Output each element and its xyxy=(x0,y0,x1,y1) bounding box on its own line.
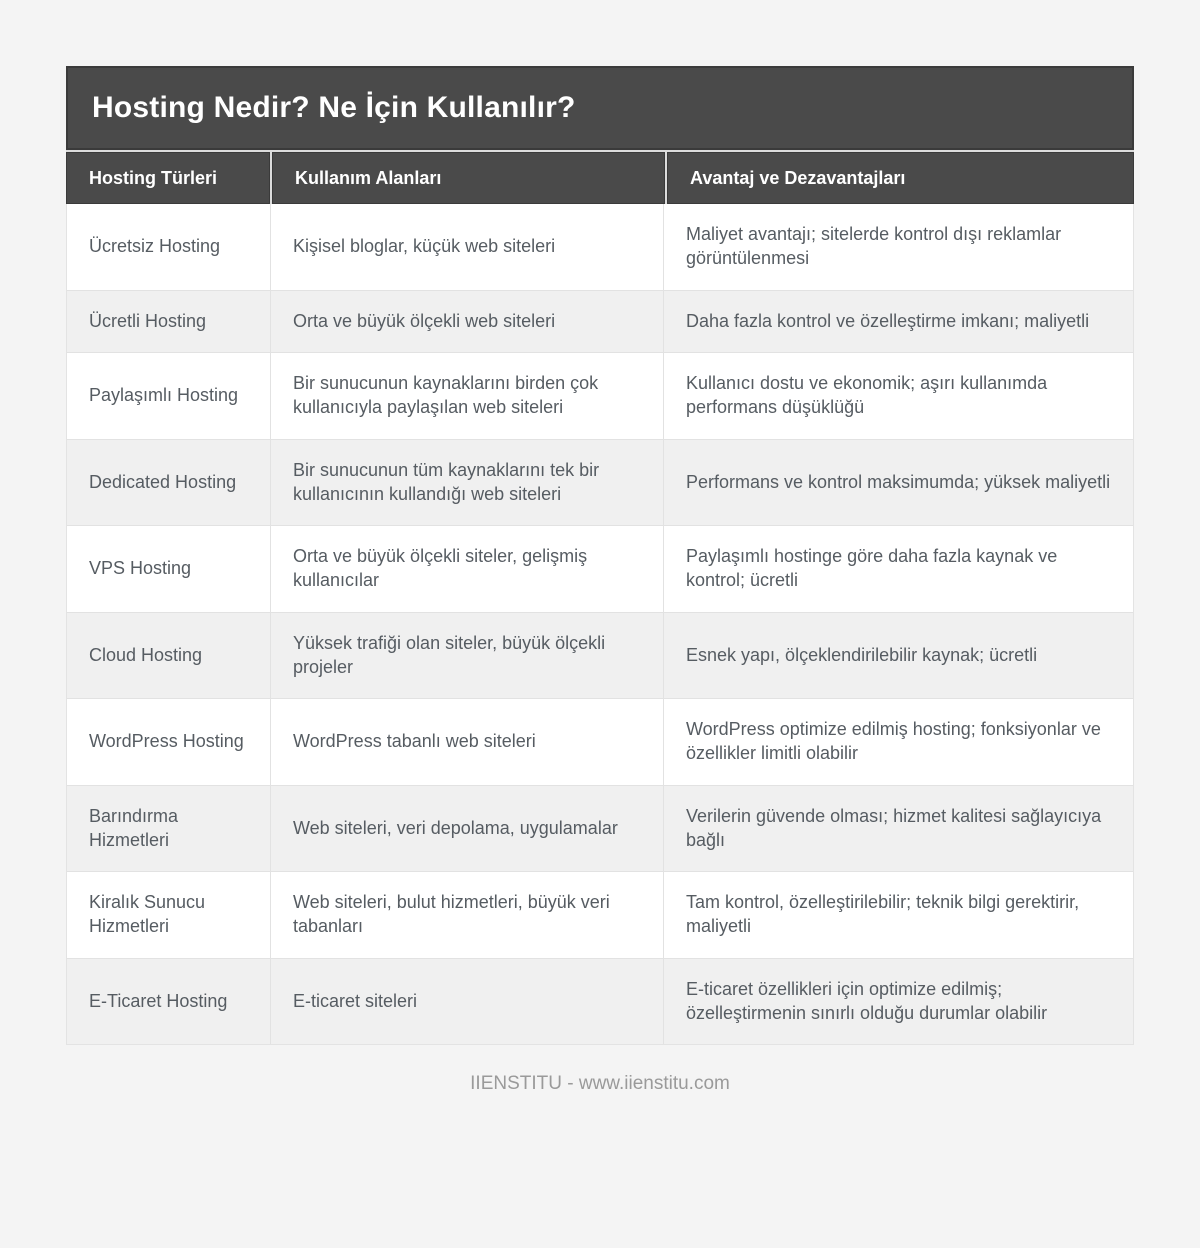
usage-area-cell: Orta ve büyük ölçekli web siteleri xyxy=(270,291,663,353)
table-row xyxy=(67,204,1133,290)
table-body xyxy=(66,204,1134,1045)
pros-cons-cell: Verilerin güvende olması; hizmet kalitesi sağlayıcıya bağlı xyxy=(663,786,1133,872)
hosting-type-cell: Paylaşımlı Hosting xyxy=(89,385,239,406)
usage-area-cell: Bir sunucunun kaynaklarını birden çok kullanıcıyla paylaşılan web siteleri xyxy=(270,353,663,439)
usage-area-cell: E-ticaret siteleri xyxy=(270,959,663,1045)
pros-cons-cell: Esnek yapı, ölçeklendirilebilir kaynak; ücretli xyxy=(663,613,1133,699)
page-title: Hosting Nedir? Ne İçin Kullanılır? xyxy=(66,66,1134,150)
usage-area-cell: WordPress tabanlı web siteleri xyxy=(270,699,663,785)
pros-cons-cell: Maliyet avantajı; sitelerde kontrol dışı reklamlar görüntülenmesi xyxy=(663,204,1133,290)
column-header-hosting-types: Hosting Türleri xyxy=(66,152,270,204)
hosting-type-cell: Kiralık Sunucu Hizmetleri xyxy=(89,892,206,936)
table-row xyxy=(67,612,1133,699)
column-header-pros-cons: Avantaj ve Dezavantajları xyxy=(667,152,1134,204)
usage-area-cell: Kişisel bloglar, küçük web siteleri xyxy=(270,204,663,290)
table-row xyxy=(67,439,1133,526)
usage-area-cell: Web siteleri, veri depolama, uygulamalar xyxy=(270,786,663,872)
table-row xyxy=(67,785,1133,872)
hosting-type-cell: WordPress Hosting xyxy=(89,731,244,752)
pros-cons-cell: Kullanıcı dostu ve ekonomik; aşırı kullanımda performans düşüklüğü xyxy=(663,353,1133,439)
hosting-type-cell: Ücretli Hosting xyxy=(89,310,207,331)
pros-cons-cell: Daha fazla kontrol ve özelleştirme imkanı; maliyetli xyxy=(663,291,1133,353)
pros-cons-cell: E-ticaret özellikleri için optimize edilmiş; özelleştirmenin sınırlı olduğu durumlar olabilir xyxy=(663,959,1133,1045)
usage-area-cell: Bir sunucunun tüm kaynaklarını tek bir kullanıcının kullandığı web siteleri xyxy=(270,440,663,526)
hosting-type-cell: Dedicated Hosting xyxy=(89,471,237,492)
pros-cons-cell: WordPress optimize edilmiş hosting; fonksiyonlar ve özellikler limitli olabilir xyxy=(663,699,1133,785)
usage-area-cell: Web siteleri, bulut hizmetleri, büyük veri tabanları xyxy=(270,872,663,958)
table-row xyxy=(67,958,1133,1045)
footer-credit: IIENSTITU - www.iienstitu.com xyxy=(470,1073,730,1095)
hosting-type-cell: E-Ticaret Hosting xyxy=(89,990,228,1011)
table-row xyxy=(67,290,1133,353)
usage-area-cell: Yüksek trafiği olan siteler, büyük ölçekli projeler xyxy=(270,613,663,699)
hosting-table-card xyxy=(66,66,1134,1045)
pros-cons-cell: Tam kontrol, özelleştirilebilir; teknik bilgi gerektirir, maliyetli xyxy=(663,872,1133,958)
hosting-type-cell: Barındırma Hizmetleri xyxy=(89,805,179,850)
hosting-type-cell: Cloud Hosting xyxy=(89,644,203,665)
table-row xyxy=(67,525,1133,612)
usage-area-cell: Orta ve büyük ölçekli siteler, gelişmiş kullanıcılar xyxy=(270,526,663,612)
table-row xyxy=(67,352,1133,439)
hosting-type-cell: VPS Hosting xyxy=(89,558,192,579)
table-header-row xyxy=(66,152,1134,204)
hosting-type-cell: Ücretsiz Hosting xyxy=(89,235,221,256)
table-row xyxy=(67,698,1133,785)
table-row xyxy=(67,871,1133,958)
pros-cons-cell: Paylaşımlı hostinge göre daha fazla kaynak ve kontrol; ücretli xyxy=(663,526,1133,612)
pros-cons-cell: Performans ve kontrol maksimumda; yüksek maliyetli xyxy=(663,440,1133,526)
column-header-usage-areas: Kullanım Alanları xyxy=(272,152,665,204)
